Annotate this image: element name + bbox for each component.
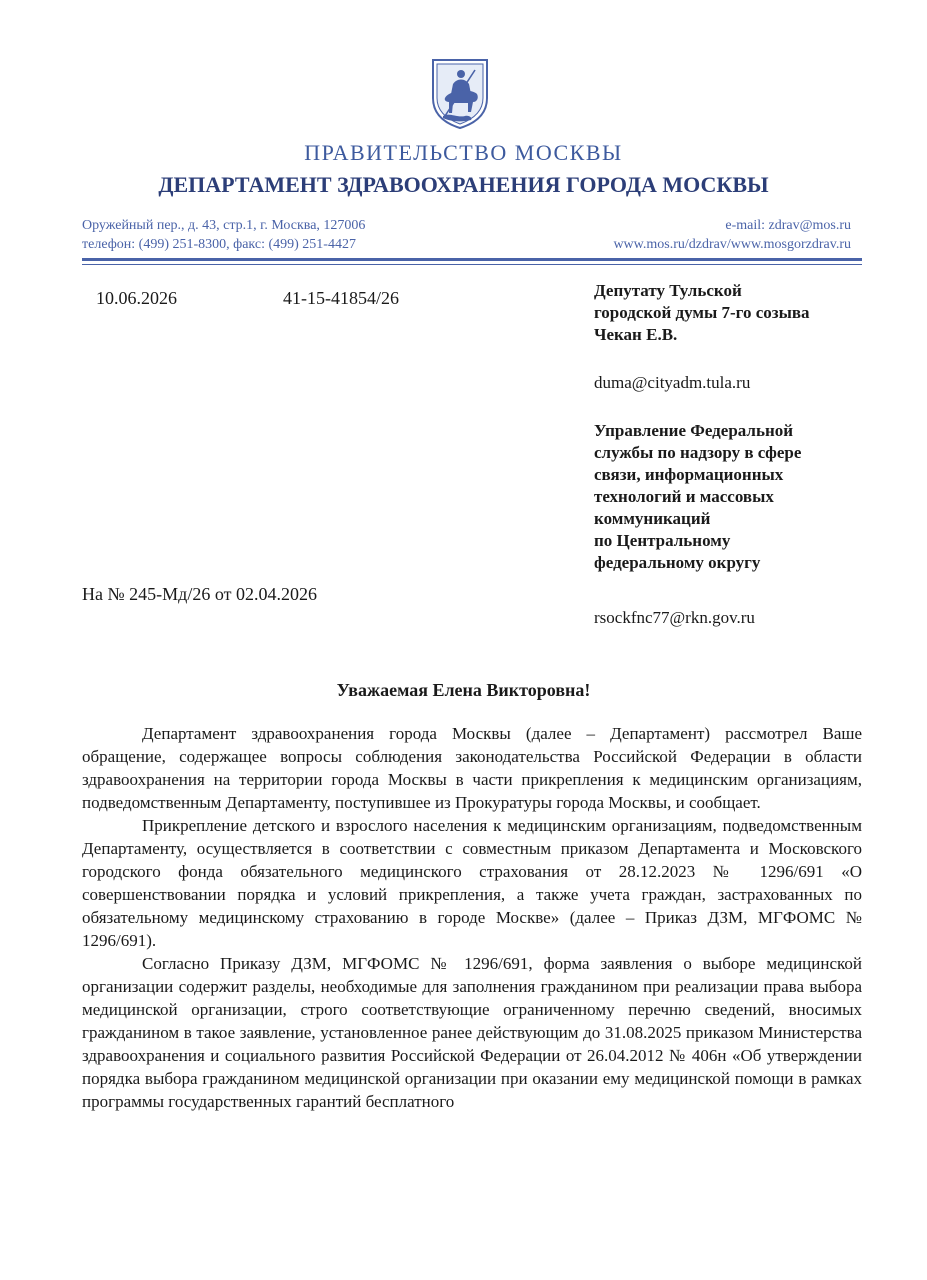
moscow-coat-of-arms-icon (431, 58, 489, 130)
body-paragraph: Согласно Приказу ДЗМ, МГФОМС № 1296/691, форма заявления о выборе медицинской организации содержит разделы, необходимые для заполнения гражданином при реализации права выбора медицинской организации, строго соответствующие ограниченному перечню сведений, вносимых гражданином в такое заявление, установленное ранее действующим до 31.08.2025 приказом Министерства здравоохранения и социального развития Российской Федерации от 26.04.2012 № 406н «Об утверждении порядка выбора гражданином медицинской организации при оказании ему медицинской помощи в рамках программы государственных гарантий бесплатного (82, 954, 862, 1111)
phone-line: телефон: (499) 251-8300, факс: (499) 251-4427 (82, 237, 356, 252)
addressee-line: городской думы 7-го созыва (594, 303, 810, 322)
email-line: e-mail: zdrav@mos.ru (725, 218, 851, 233)
address-line: Оружейный пер., д. 43, стр.1, г. Москва, 127006 (82, 218, 366, 233)
in-reply-to-reference: На № 245-Мд/26 от 02.04.2026 (82, 584, 317, 604)
department-title: ДЕПАРТАМЕНТ ЗДРАВООХРАНЕНИЯ ГОРОДА МОСКВЫ (158, 172, 769, 197)
registration-number: 41-15-41854/26 (283, 288, 399, 308)
government-title: ПРАВИТЕЛЬСТВО МОСКВЫ (304, 140, 623, 165)
body-paragraph: Прикрепление детского и взрослого населения к медицинским организациям, подведомственным Департаменту, осуществляется в соответствии с совместным приказом Департамента и Московского городского фонда обязательного медицинского страхования от 28.12.2023 № 1296/691 «О совершенствовании порядка и условий прикрепления, а также учета граждан, застрахованных по обязательному медицинскому страхованию в городе Москве» (далее – Приказ ДЗМ, МГФОМС № 1296/691). (82, 816, 862, 950)
addressee-line: коммуникаций (594, 509, 711, 528)
body-paragraph: Департамент здравоохранения города Москвы (далее – Департамент) рассмотрел Ваше обращение, содержащее вопросы соблюдения законодательства Российской Федерации в области здравоохранения на территории города Москвы в части прикрепления к медицинским организациям, подведомственным Департаменту, поступившее из Прокуратуры города Москвы, и сообщает. (82, 724, 862, 812)
header-divider (82, 258, 862, 261)
department-address (82, 216, 365, 254)
letter-body (82, 722, 862, 1113)
addressee-line: по Центральному (594, 531, 731, 550)
addressee-line: Управление Федеральной (594, 421, 794, 440)
header-divider-thin (82, 264, 862, 265)
addressee-line: технологий и массовых (594, 487, 774, 506)
addressee-agency-email: rsockfnc77@rkn.gov.ru (594, 608, 755, 627)
addressee-line: федеральному округу (594, 553, 761, 572)
addressee-line: связи, информационных (594, 465, 784, 484)
addressee-agency (594, 420, 864, 574)
addressee-line: службы по надзору в сфере (594, 443, 802, 462)
department-contacts (613, 216, 851, 254)
addressee-deputy-email: duma@cityadm.tula.ru (594, 373, 751, 392)
registration-date: 10.06.2026 (96, 288, 177, 308)
addressee-line: Чекан Е.В. (594, 325, 678, 344)
addressee-line: Депутату Тульской (594, 281, 742, 300)
letter-greeting: Уважаемая Елена Викторовна! (336, 680, 591, 700)
website-line: www.mos.ru/dzdrav/www.mosgorzdrav.ru (613, 237, 851, 252)
addressee-deputy (594, 280, 874, 346)
